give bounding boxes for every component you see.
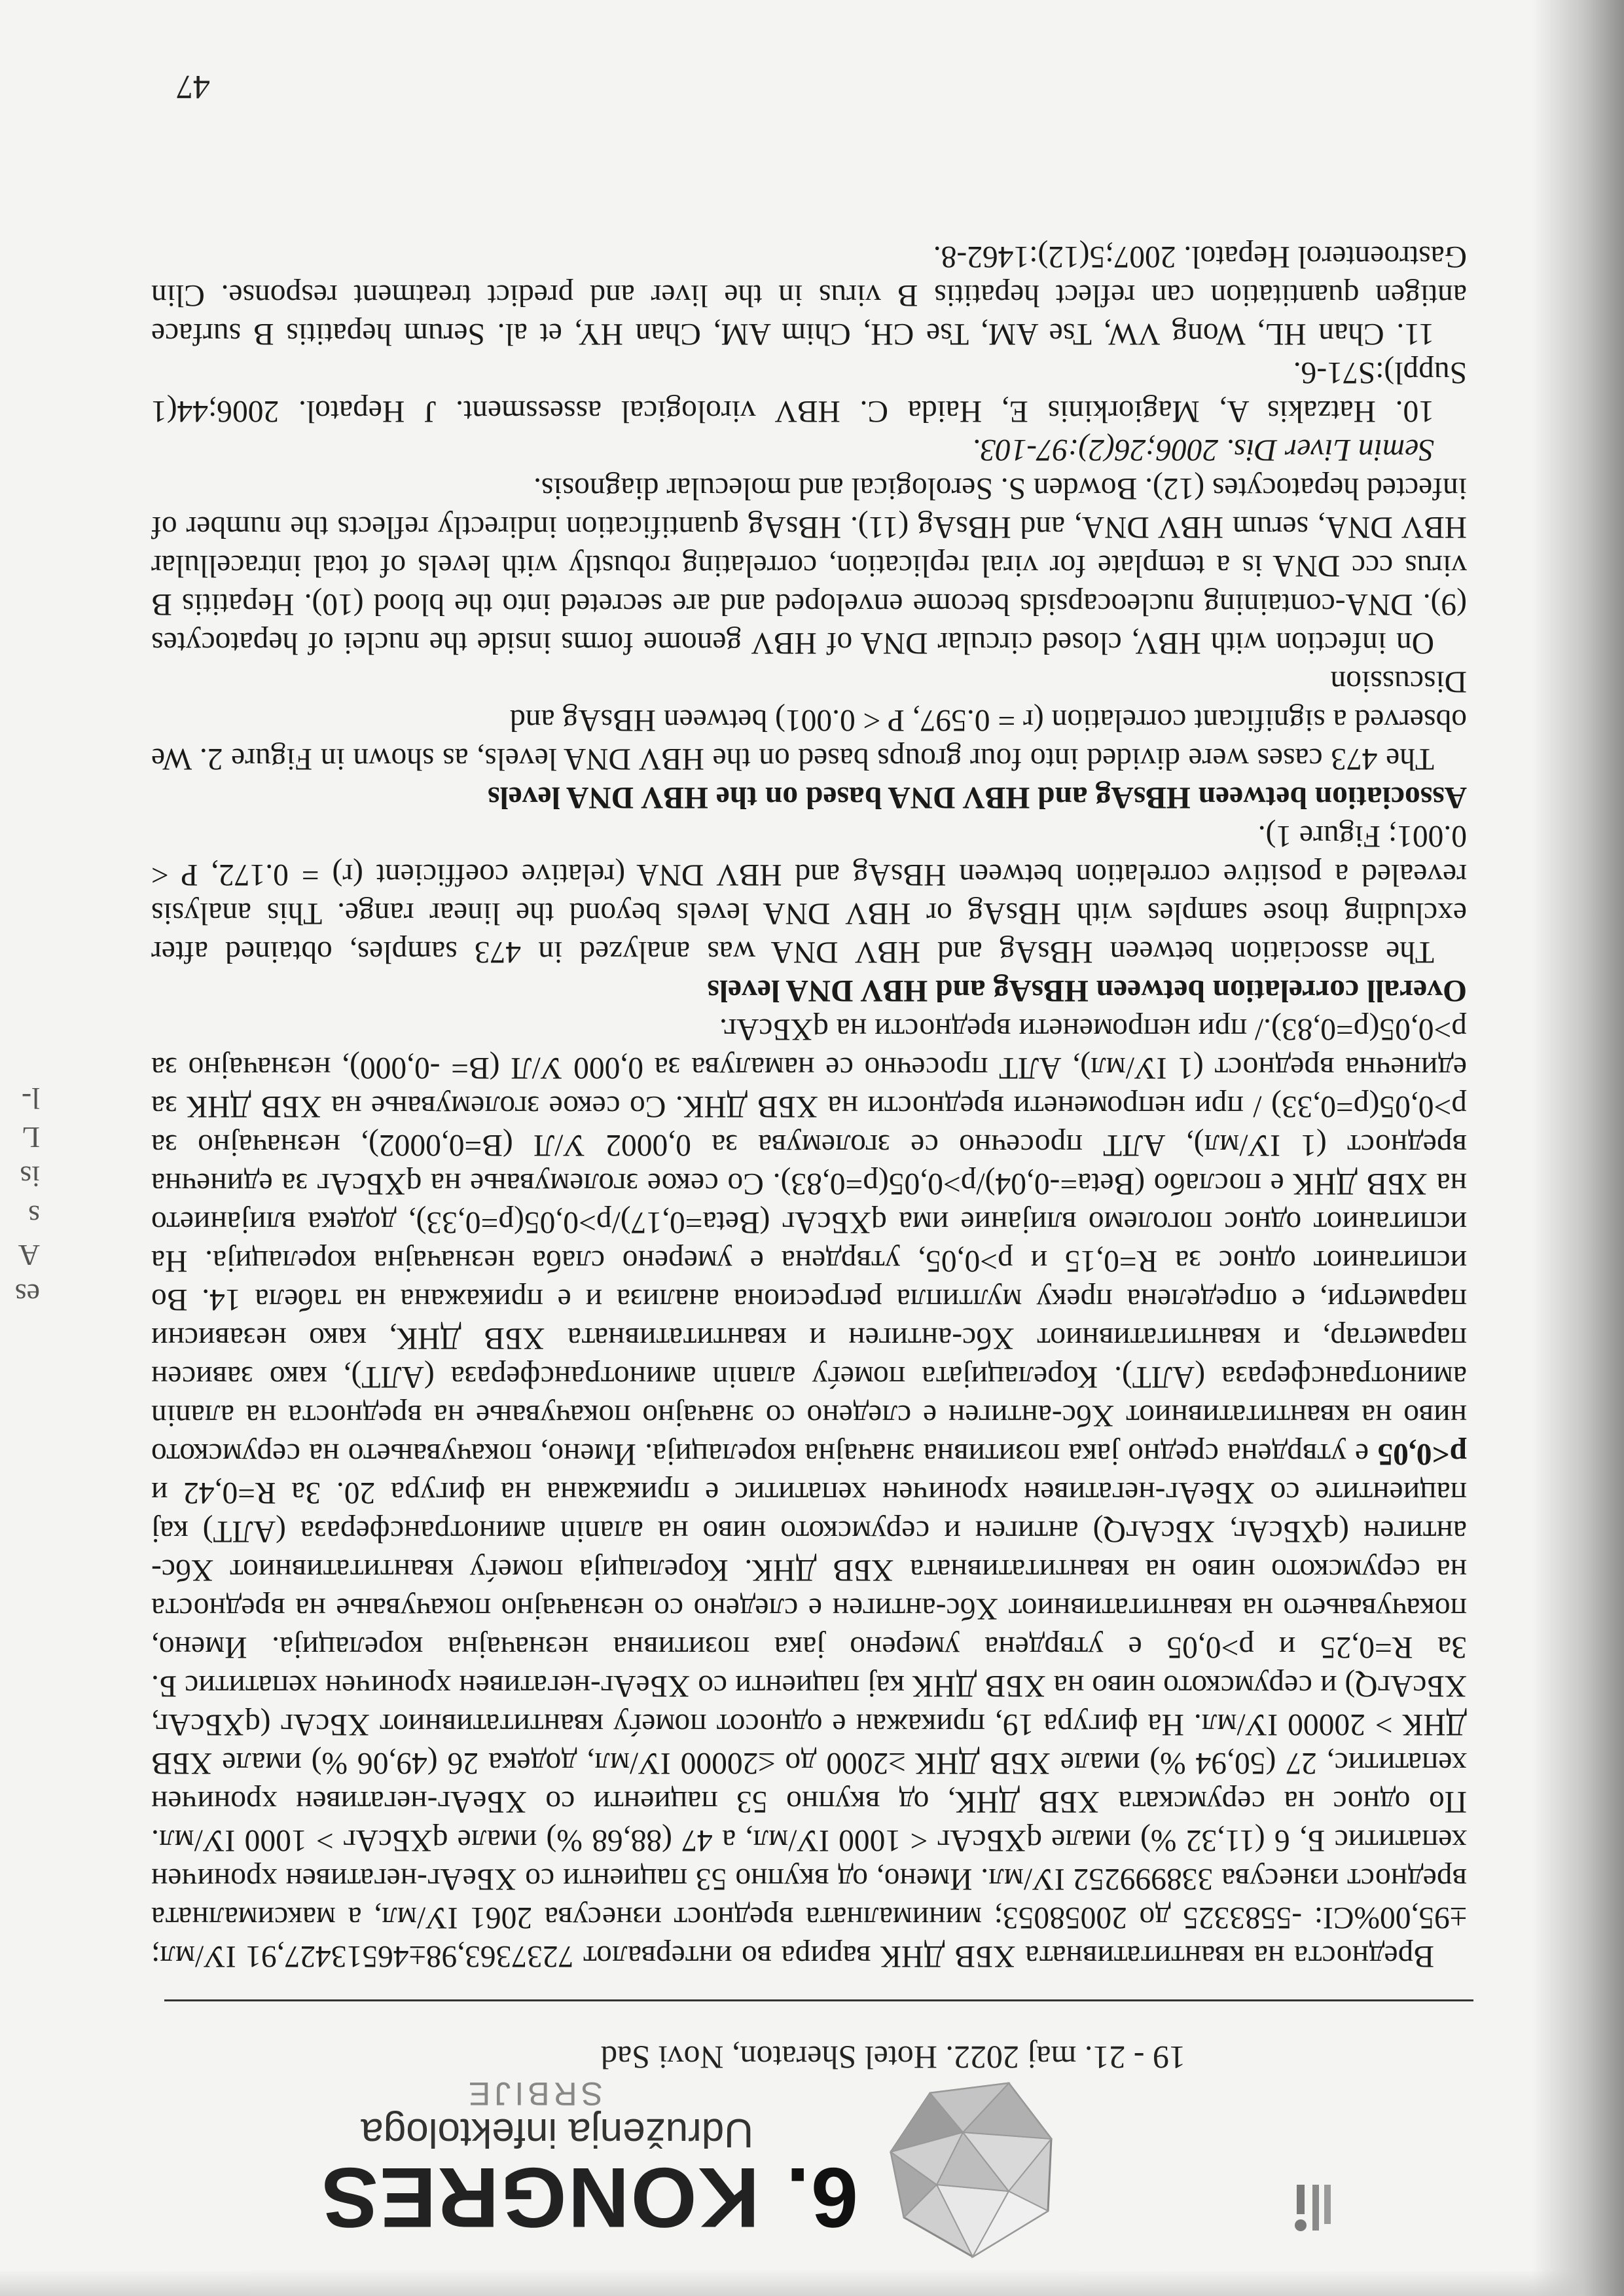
country-name: SRBIJE [464, 2075, 603, 2112]
page-body [151, 237, 1467, 1975]
header-divider [164, 1999, 1473, 2001]
society-logo-icon [1284, 2172, 1343, 2244]
page-number: 47 [176, 68, 210, 105]
results-text-part-2: е утврдена средно јака позитивна значајна корелација. Имено, покачувањето на серумското ниво на квантитативниот Хбс-антиген е следено со значајно покачување на вредноста на алanin аминотрансфераза (АЛТ). Корелацијата помеѓу алanin аминотрансфераза (АЛТ), како зависен параметар, и квантитативниот Хбс-антиген и квантитативната ХБВ ДНК, како независни параметри, е определена преку мултипла регресиона анализа и е прикажана на табела 14. Во испитаниот однос за R=0,15 и p>0,05, утврдена е умерено слаба незначајна корелација. На испитаниот однос поголемо влијание има qХБсАг (Beta=0,17)/p>0,05(p=0,33), додека влијанието на ХБВ ДНК е послабо (Beta=-0,04)/p>0,05(p=0,83). Со секое зголемување на qХБсАг за единечна вредност (1 IУ/мл), АЛТ просечно се зголемува за 0,0002 У/Л (B=0,0002), незначајно за p>0,05(p=0,33) / при непроменети вредности на ХБВ ДНК. Со секое зголемување на ХБВ ДНК за единечна вредност (1 IУ/мл), АЛТ просечно се намалува за 0,000 У/Л (B= -0,000), незначајно за p>0,05(p=0,83)./ при непроменети вредности на qХБсАг. [151, 1012, 1467, 1471]
discussion-text: On infection with HBV, closed circular DNA of HBV genome forms inside the nuclei of hepatocytes (9). DNA-containing nucleocapsids become enveloped and are secreted into the blood (10). Hepatitis B virus ccc DNA is a template for viral replication, correlating robustly with levels of total intracellular HBV DNA, serum HBV DNA, and HBsAg (11). HBsAg quantification indirectly reflects the number of infected hepatocytes (12). Bowden S. Serological and molecular diagnosis. [151, 471, 1467, 660]
top-edge-shadow [0, 2270, 1624, 2296]
fragment-line: s [28, 1199, 40, 1233]
crystal-emblem-icon [878, 2073, 1068, 2263]
dates-venue: 19 - 21. maj 2022. Hotel Sheraton, Novi Sad [601, 2039, 1185, 2076]
fragment-line: l- [21, 1082, 40, 1115]
results-paragraph [151, 1010, 1467, 1975]
fragment-line: es [14, 1278, 40, 1311]
association-text: The 473 cases were divided into four groups based on the HBV DNA levels, as shown in Figure 2. We observed a significant correlation (r = 0.597, P < 0.001) between HBsAg and [151, 703, 1467, 776]
facing-page-fragment [1, 1078, 40, 1314]
congress-number: 6. [784, 2150, 858, 2246]
congress-title [320, 2152, 858, 2244]
congress-header [164, 2034, 1343, 2270]
discussion-heading: Discussion [1330, 665, 1467, 699]
significance-value: p<0,05 [1377, 1437, 1467, 1471]
congress-word: KONGRES [320, 2150, 760, 2246]
reference-11: 11. Chan HL, Wong VW, Tse AM, Tse CH, Chim AM, Chan HY, et al. Serum hepatitis B surface antigen quantitation can reflect hepatitis B virus in the liver and predict treatment response. Clin Gastroenterol Hepatol. 2007;5(12):1462-8. [151, 240, 1467, 351]
binding-shadow [1532, 0, 1624, 2296]
results-text-part-1: Вредноста на квантитативната ХБВ ДНК варира во интервалот 7237363,98±46513427,91 IУ/мл; ±95,00%CI: -5583325 до 20058053; минималната вредност изнесува 2061 IУ/мл, а максималната вредност изнесува 338999252 IУ/мл. Имено, од вкупно 53 пациенти со ХБеАг-негативен хроничен хепатитис Б, 6 (11,32 %) имале qХБсАг < 1000 IУ/мл, а 47 (88,68 %) имале qХБсАг > 1000 IУ/мл. По однос на серумската ХБВ ДНК, од вкупно 53 пациенти со ХБеАг-негативен хроничен хепатитис, 27 (50,94 %) имале ХБВ ДНК ≥2000 до ≤20000 IУ/мл, додека 26 (49,06 %) имале ХБВ ДНК > 20000 IУ/мл. На фигура 19, прикажан е односот помеѓу квантитативниот ХБсАг (qХБсАг, ХБсАгQ) и серумското ниво на ХБВ ДНК кај пациенти со ХБеАг-негативен хроничен хепатитис Б. За R=0,25 и p>0,05 е утврдена умерено јака позитивна незначајна корелација. Имено, покачувањето на квантитативниот Хбс-антиген е следено со незначајно покачување на вредноста на серумското ниво на квантитативната ХБВ ДНК. Корелација помеѓу квантитативниот Хбс-антиген (qХБсАг, ХБсАгQ) антиген и серумското ниво на алanin аминотрансфераза (АЛТ) кај пациентите со ХБеАг-негативен хроничен хепатитис е прикажана на фигура 20. За R=0,42 и [151, 1476, 1467, 1973]
reference-10: 10. Hatzakis A, Magiorkinis E, Haida C. HBV virological assessment. J Hepatol. 2006;44(1 Suppl):S71-6. [151, 355, 1467, 428]
fragment-line: A [18, 1239, 40, 1272]
reference-fragment [151, 430, 1467, 469]
association-heading: Association between HBsAg and HBV DNA based on the HBV DNA levels [488, 780, 1467, 814]
association-name: Udruženja infektologa [361, 2110, 753, 2155]
fragment-line: L [21, 1121, 40, 1154]
overall-correlation-heading: Overall correlation between HBsAg and HBV DNA levels [707, 974, 1467, 1008]
reference-list [151, 237, 1467, 469]
overall-correlation-text: The association between HBsAg and HBV DNA was analyzed in 473 samples, obtained after excluding those samples with HBsAg or HBV DNA levels beyond the linear range. This analysis revealed a positive correlation between HBsAg and HBV DNA (relative coefficient (r) = 0.172, P < 0.001; Figure 1). [151, 819, 1467, 969]
reference-fragment-text: Semin Liver Dis. 2006;26(2):97-103. [972, 433, 1434, 467]
fragment-line: is [20, 1160, 40, 1194]
